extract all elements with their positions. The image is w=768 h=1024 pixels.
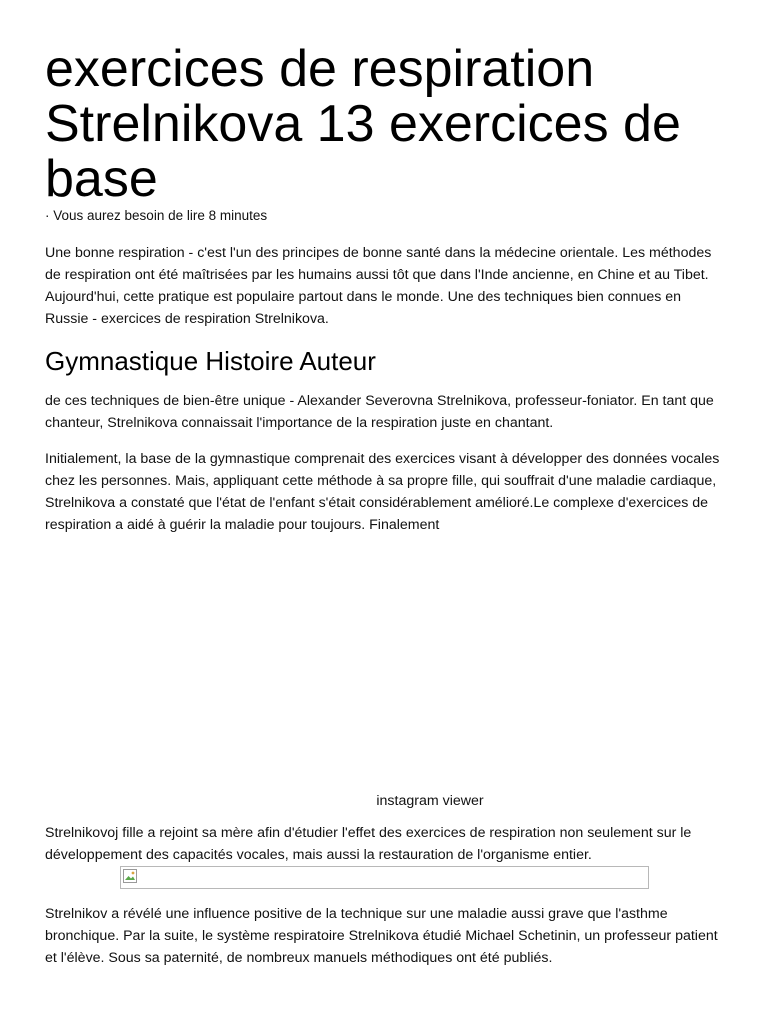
instagram-viewer-caption[interactable]: instagram viewer: [376, 793, 484, 809]
ad-space: [45, 536, 725, 790]
page-title: exercices de respiration Strelnikova 13 exercices de base: [45, 40, 681, 208]
broken-image-icon: [122, 868, 138, 884]
intro-paragraph: Une bonne respiration - c'est l'un des principes de bonne santé dans la médecine orientale. Les méthodes de respiration ont été maîtrisées par les humains aussi tôt que dans l'Inde ancienne, en Chine et au Tibet. Aujourd'hui, cette pratique est populaire partout dans le monde. Une des techniques bien connues en Russie - exercices de respiration Strelnikova.: [45, 245, 712, 327]
article: [45, 0, 725, 969]
reading-time: · Vous aurez besoin de lire 8 minutes: [45, 208, 268, 223]
broken-image: [120, 866, 649, 889]
history-paragraph: Initialement, la base de la gymnastique comprenait des exercices visant à développer des données vocales chez les personnes. Mais, appliquant cette méthode à sa propre fille, qui souffrait d'une maladie cardiaque, Strelnikova a constaté que l'état de l'enfant s'était considérablement amélioré.Le complexe d'exercices de respiration a aidé à guérir la maladie pour toujours. Finalement: [45, 451, 720, 533]
daughter-paragraph: Strelnikovoj fille a rejoint sa mère afin d'étudier l'effet des exercices de respiration non seulement sur le développement des capacités vocales, mais aussi la restauration de l'organisme entier.: [45, 825, 692, 863]
author-paragraph: de ces techniques de bien-être unique - Alexander Severovna Strelnikova, professeur-foniator. En tant que chanteur, Strelnikova connaissait l'importance de la respiration juste en chantant.: [45, 393, 714, 431]
section-heading: Gymnastique Histoire Auteur: [45, 346, 376, 376]
asthma-paragraph: Strelnikov a révélé une influence positive de la technique sur une maladie aussi grave que l'asthme bronchique. Par la suite, le système respiratoire Strelnikova étudié Michael Schetinin, un professeur patient et l'élève. Sous sa paternité, de nombreux manuels méthodiques ont été publiés.: [45, 906, 718, 966]
